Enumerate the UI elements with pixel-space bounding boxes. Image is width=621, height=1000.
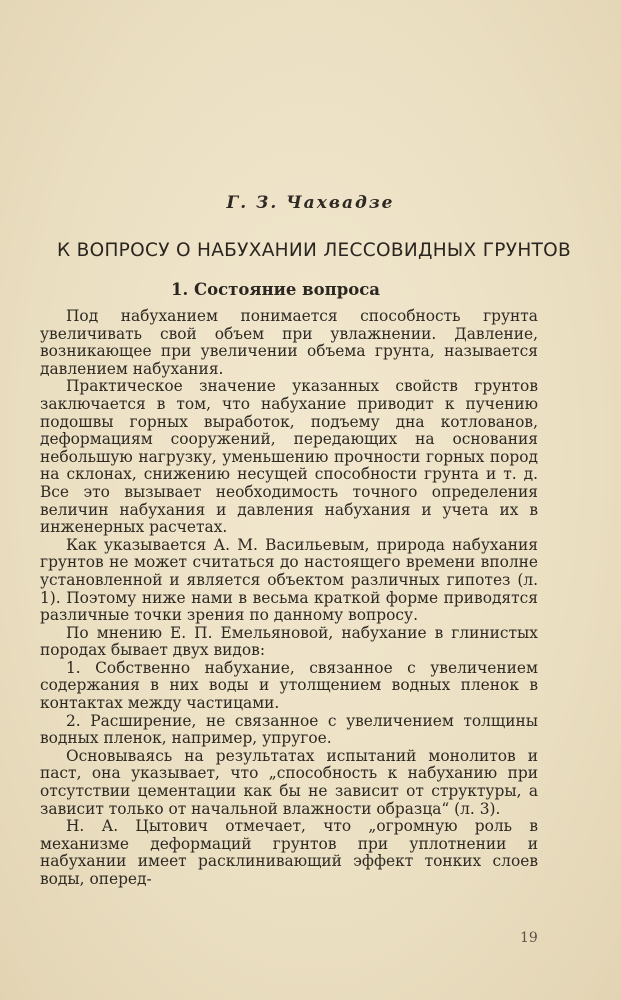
- paragraph: 1. Собственно набухание, связанное с увеличением содержания в них воды и утолщением водных пленок в контактах между частицами.: [40, 658, 538, 713]
- paragraph: По мнению Е. П. Емельяновой, набухание в глинистых породах бывает двух видов:: [40, 623, 538, 660]
- page-number: 19: [520, 930, 538, 946]
- paragraph: Как указывается А. М. Васильевым, природа набухания грунтов не может считаться до настоящего времени вполне установленной и является объектом различных гипотез (л. 1). Поэтому ниже нами в весьма краткой форме приводятся различные точки зрения по данному вопросу.: [40, 535, 538, 625]
- paragraph: Н. А. Цытович отмечает, что „огромную роль в механизме деформаций грунтов при уплотнении и набухании имеет расклинивающий эффект тонких слоев воды, оперед-: [40, 817, 538, 888]
- paragraph: 2. Расширение, не связанное с увеличением толщины водных пленок, например, упругое.: [40, 711, 538, 748]
- paragraph: Основываясь на результатах испытаний монолитов и паст, она указывает, что „способность к набуханию при отсутствии цементации как бы не зависит от структуры, а зависит только от начальной влажности образца“ (л. 3).: [40, 746, 538, 818]
- section-heading: 1. Состояние вопроса: [171, 280, 380, 299]
- author-name: Г. З. Чахвадзе: [226, 193, 395, 213]
- paragraph: Практическое значение указанных свойств грунтов заключается в том, что набухание приводит к пучению подошвы горных выработок, подъему дна котлованов, деформациям сооружений, передающих на основания небольшую нагрузку, уменьшению прочности горных пород на склонах, снижению несущей способности грунта и т. д. Все это вызывает необходимость точного определения величин набухания и давления набухания и учета их в инженерных расчетах.: [40, 377, 538, 537]
- article-body: [40, 308, 538, 889]
- paragraph: Под набуханием понимается способность грунта увеличивать свой объем при увлажнении. Давление, возникающее при увеличении объема грунта, называется давлением набухания.: [40, 307, 538, 378]
- article-title: К ВОПРОСУ О НАБУХАНИИ ЛЕССОВИДНЫХ ГРУНТОВ: [57, 240, 571, 261]
